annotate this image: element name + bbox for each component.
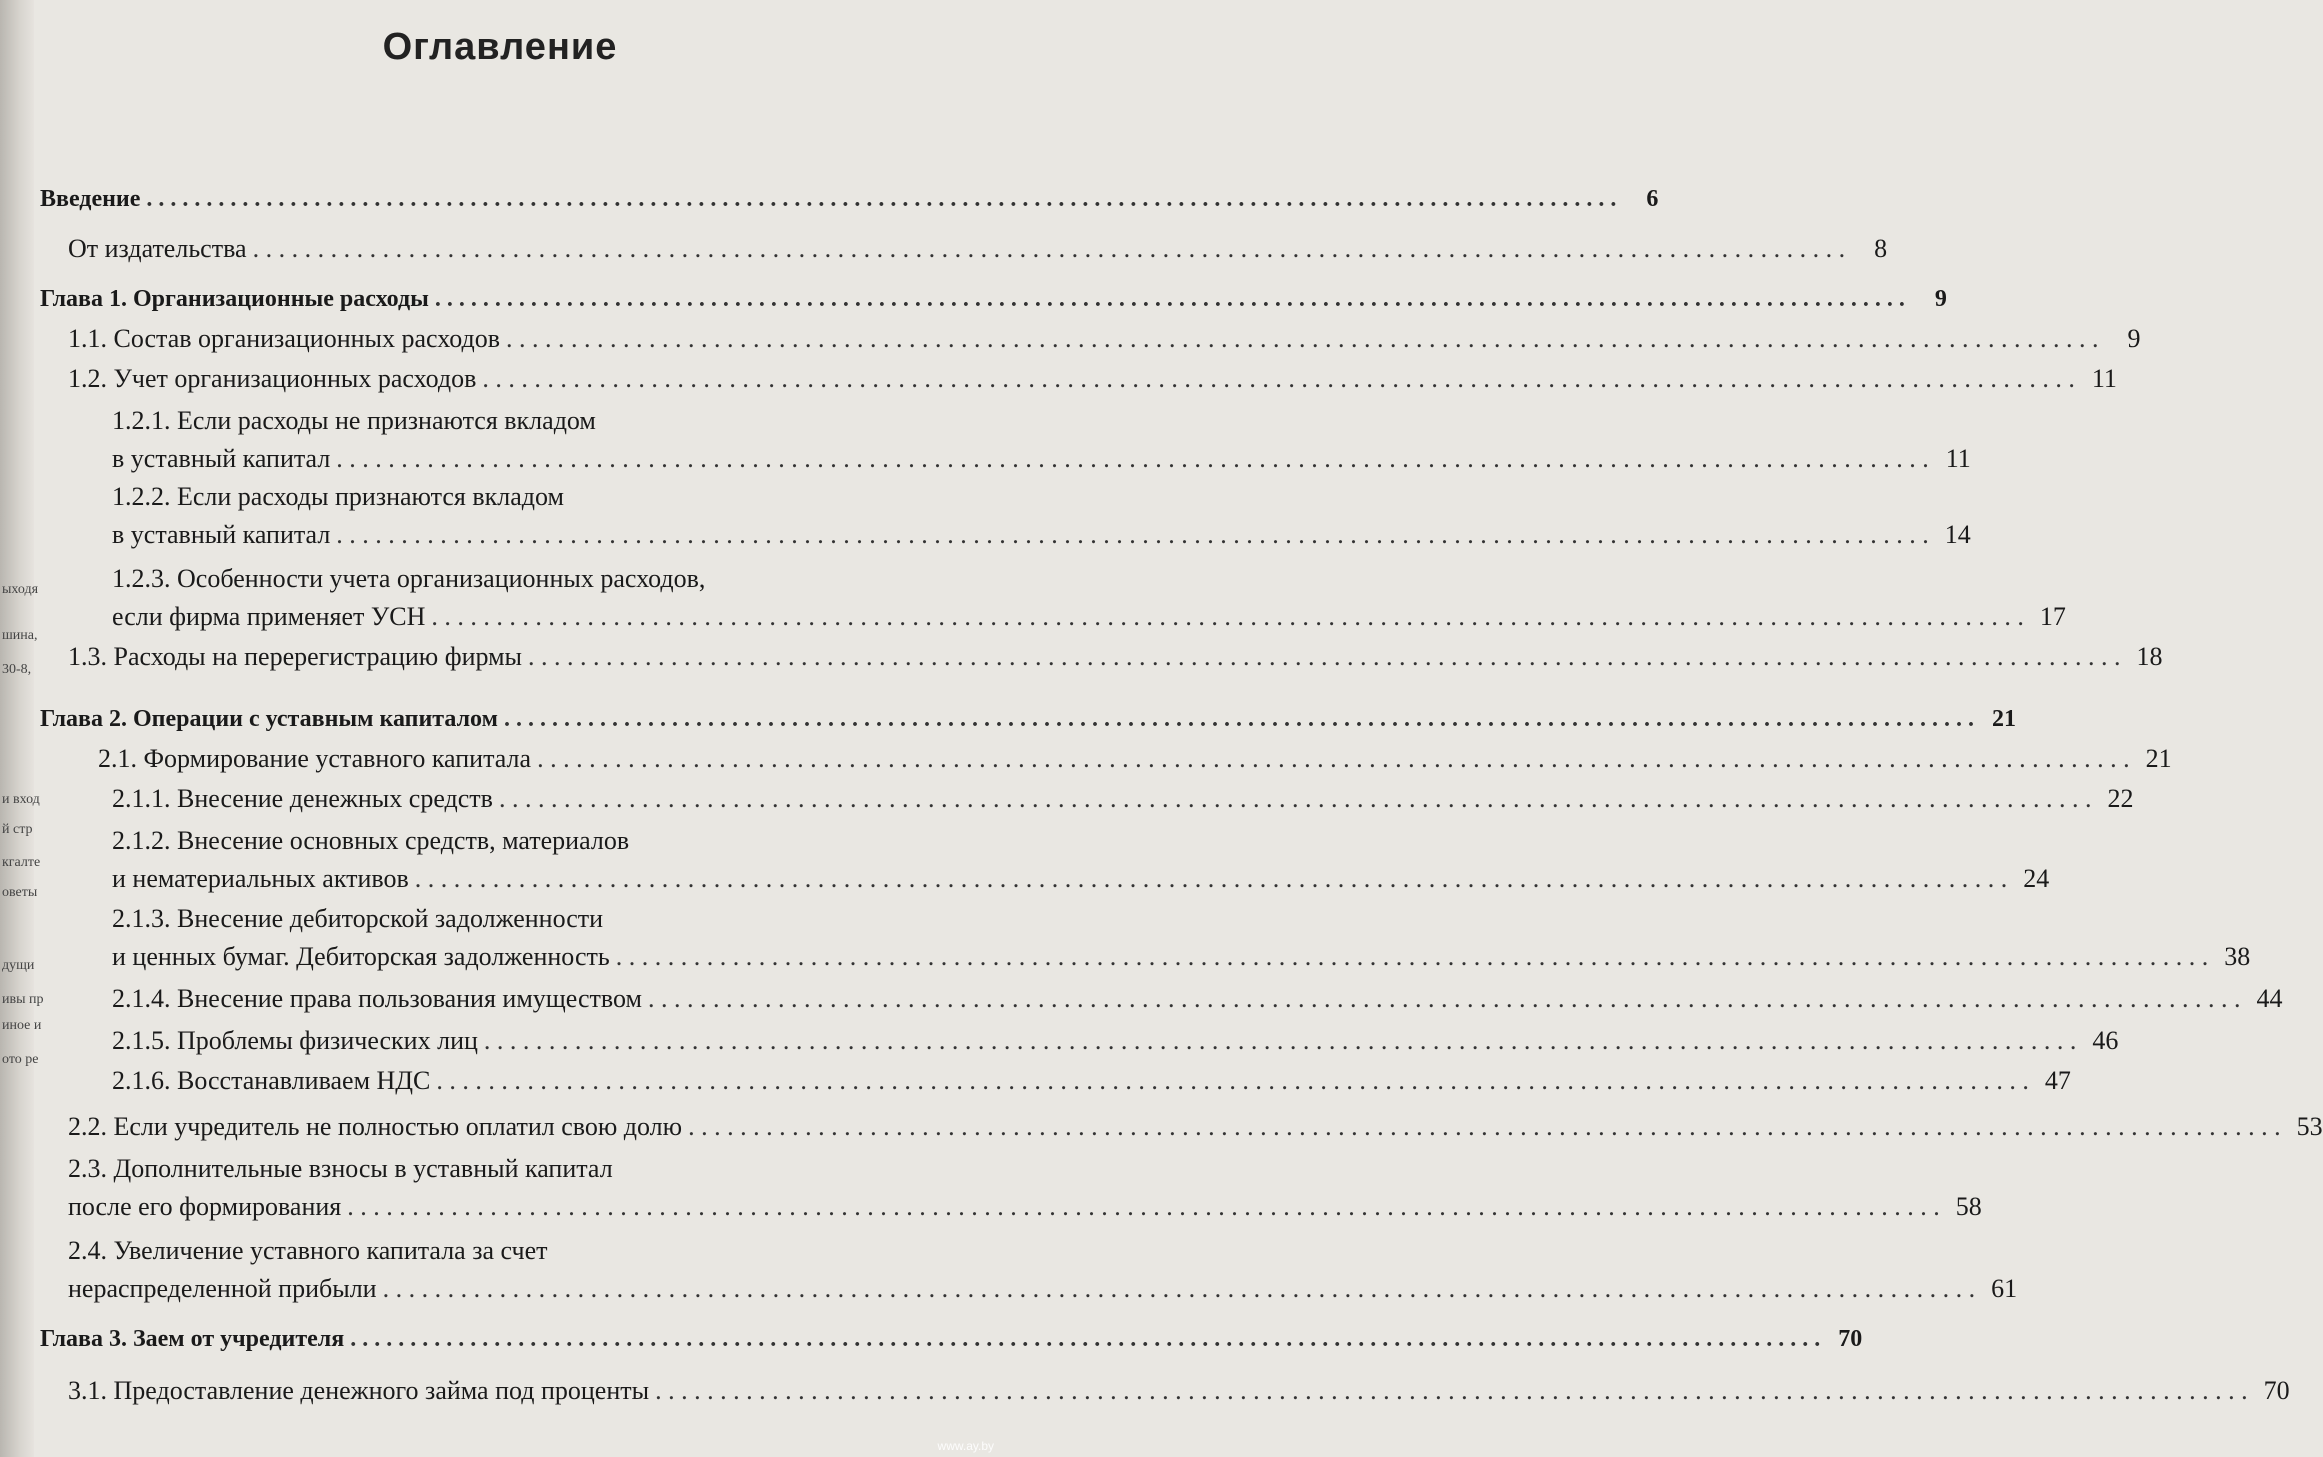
toc-entry-page: 44 xyxy=(2256,984,2283,1013)
toc-entry-page: 53 xyxy=(2296,1112,2323,1141)
dot-leader xyxy=(336,516,1929,554)
toc-entry-page: 58 xyxy=(1955,1192,1982,1221)
margin-scrap: ивы пр xyxy=(2,992,44,1007)
toc-entry xyxy=(98,740,2172,778)
toc-entry-page: 11 xyxy=(1945,444,1971,473)
toc-entry-title: в уставный капитал xyxy=(112,444,331,473)
margin-scrap: дущи xyxy=(2,958,35,973)
toc-entry-page: 70 xyxy=(1838,1326,1863,1352)
toc-entry xyxy=(68,1232,2018,1308)
toc-entry-title-line1: 1.2.2. Если расходы признаются вкладом xyxy=(112,482,564,511)
margin-scrap: ыходя xyxy=(2,582,39,597)
toc-entry-title: если фирма применяет УСН xyxy=(112,602,426,631)
toc-entry-title: в уставный капитал xyxy=(112,520,331,549)
watermark: www.ay.by xyxy=(937,1439,994,1453)
toc-entry-title: 2.1.4. Внесение права пользования имуществом xyxy=(112,984,642,1013)
toc-entry-title: 2.1.1. Внесение денежных средств xyxy=(112,784,493,813)
page-title: Оглавление xyxy=(382,26,618,68)
toc-entry xyxy=(112,780,2134,818)
toc-entry xyxy=(40,180,1659,218)
toc-entry-page: 38 xyxy=(2224,942,2251,971)
toc-entry-page: 11 xyxy=(2091,364,2117,393)
toc-entry xyxy=(68,320,2141,358)
toc-entry xyxy=(112,478,1971,554)
dot-leader xyxy=(482,360,2075,398)
toc-entry-title: 2.1.5. Проблемы физических лиц xyxy=(112,1026,478,1055)
toc-entry-title: Глава 3. Заем от учредителя xyxy=(40,1326,345,1352)
toc-entry-title: 1.3. Расходы на перерегистрацию фирмы xyxy=(68,642,523,671)
toc-entry xyxy=(112,822,2050,898)
dot-leader xyxy=(537,740,2130,778)
toc-entry xyxy=(112,980,2283,1018)
dot-leader xyxy=(528,638,2121,676)
toc-entry xyxy=(68,1372,2290,1410)
toc-entry-page: 9 xyxy=(1934,286,1947,312)
toc-entry-page: 14 xyxy=(1944,520,1971,549)
toc-entry xyxy=(40,700,2016,738)
dot-leader xyxy=(431,598,2024,636)
toc-entry-title: 3.1. Предоставление денежного займа под проценты xyxy=(68,1376,650,1405)
dot-leader xyxy=(435,280,1905,318)
margin-scrap: иное и xyxy=(2,1018,42,1033)
toc-entry xyxy=(68,1108,2323,1146)
toc-entry-title: после его формирования xyxy=(68,1192,342,1221)
dot-leader xyxy=(146,180,1616,218)
toc-entry-page: 46 xyxy=(2092,1026,2119,1055)
toc-entry xyxy=(112,402,1971,478)
toc-entry-title: и нематериальных активов xyxy=(112,864,409,893)
margin-scrap: й стр xyxy=(2,822,33,837)
toc-entry-page: 21 xyxy=(2145,744,2172,773)
toc-entry-page: 17 xyxy=(2039,602,2066,631)
toc-entry-page: 47 xyxy=(2044,1066,2071,1095)
toc-entry-title-line1: 1.2.1. Если расходы не признаются вкладом xyxy=(112,406,596,435)
toc-entry-title-line1: 1.2.3. Особенности учета организационных расходов, xyxy=(112,564,706,593)
dot-leader xyxy=(336,440,1929,478)
toc-entry-title-line1: 2.1.2. Внесение основных средств, материалов xyxy=(112,826,630,855)
toc-entry xyxy=(68,638,2163,676)
toc-entry-title: 1.2. Учет организационных расходов xyxy=(68,364,477,393)
dot-leader xyxy=(655,1372,2248,1410)
dot-leader xyxy=(415,860,2008,898)
adjacent-page-edge xyxy=(0,0,44,1457)
toc-entry xyxy=(112,1062,2071,1100)
dot-leader xyxy=(688,1108,2281,1146)
toc-entry-page: 70 xyxy=(2263,1376,2290,1405)
toc-entry-title-line1: 2.4. Увеличение уставного капитала за счет xyxy=(68,1236,548,1265)
margin-scrap: и вход xyxy=(2,792,40,807)
toc-entry xyxy=(40,1320,1863,1358)
margin-scrap: оветы xyxy=(2,885,38,900)
toc-entry-title: 2.2. Если учредитель не полностью оплатил свою долю xyxy=(68,1112,683,1141)
dot-leader xyxy=(253,230,1846,268)
toc-entry-title: 2.1. Формирование уставного капитала xyxy=(98,744,532,773)
margin-scrap: 30-8, xyxy=(2,662,32,677)
toc-entry-title: От издательства xyxy=(68,234,247,263)
toc-entry-page: 8 xyxy=(1874,234,1888,263)
dot-leader xyxy=(616,938,2209,976)
dot-leader xyxy=(350,1320,1820,1358)
toc-entry xyxy=(112,1022,2119,1060)
dot-leader xyxy=(648,980,2241,1018)
margin-scrap: ото ре xyxy=(2,1052,39,1067)
toc-entry xyxy=(112,900,2251,976)
dot-leader xyxy=(504,700,1974,738)
toc-entry xyxy=(68,1150,1982,1226)
toc-entry-page: 61 xyxy=(1991,1274,2018,1303)
toc-entry-title-line1: 2.1.3. Внесение дебиторской задолженности xyxy=(112,904,604,933)
toc-entry-title: Глава 2. Операции с уставным капиталом xyxy=(40,706,498,732)
toc-entry-title: Введение xyxy=(40,186,141,212)
dot-leader xyxy=(484,1022,2077,1060)
toc-entry-title: нераспределенной прибыли xyxy=(68,1274,377,1303)
toc-entry-page: 6 xyxy=(1646,186,1659,212)
toc-entry-page: 24 xyxy=(2023,864,2050,893)
toc-entry-title: и ценных бумаг. Дебиторская задолженность xyxy=(112,942,610,971)
toc-entry xyxy=(40,280,1947,318)
toc-entry xyxy=(112,560,2066,636)
dot-leader xyxy=(383,1270,1976,1308)
toc-entry-page: 21 xyxy=(1991,706,2016,732)
toc-entry-page: 18 xyxy=(2136,642,2163,671)
dot-leader xyxy=(347,1188,1940,1226)
margin-scrap: шина, xyxy=(2,628,38,643)
toc-entry xyxy=(68,360,2117,398)
toc-entry-page: 9 xyxy=(2127,324,2141,353)
toc-entry-title-line1: 2.3. Дополнительные взносы в уставный капитал xyxy=(68,1154,613,1183)
toc-entry-title: Глава 1. Организационные расходы xyxy=(40,286,429,312)
toc-entry-title: 2.1.6. Восстанавливаем НДС xyxy=(112,1066,431,1095)
toc-entry-title: 1.1. Состав организационных расходов xyxy=(68,324,500,353)
toc-entry xyxy=(68,230,1888,268)
dot-leader xyxy=(436,1062,2029,1100)
dot-leader xyxy=(499,780,2092,818)
toc-entry-page: 22 xyxy=(2107,784,2134,813)
margin-scrap: кгалте xyxy=(2,855,41,870)
dot-leader xyxy=(506,320,2099,358)
